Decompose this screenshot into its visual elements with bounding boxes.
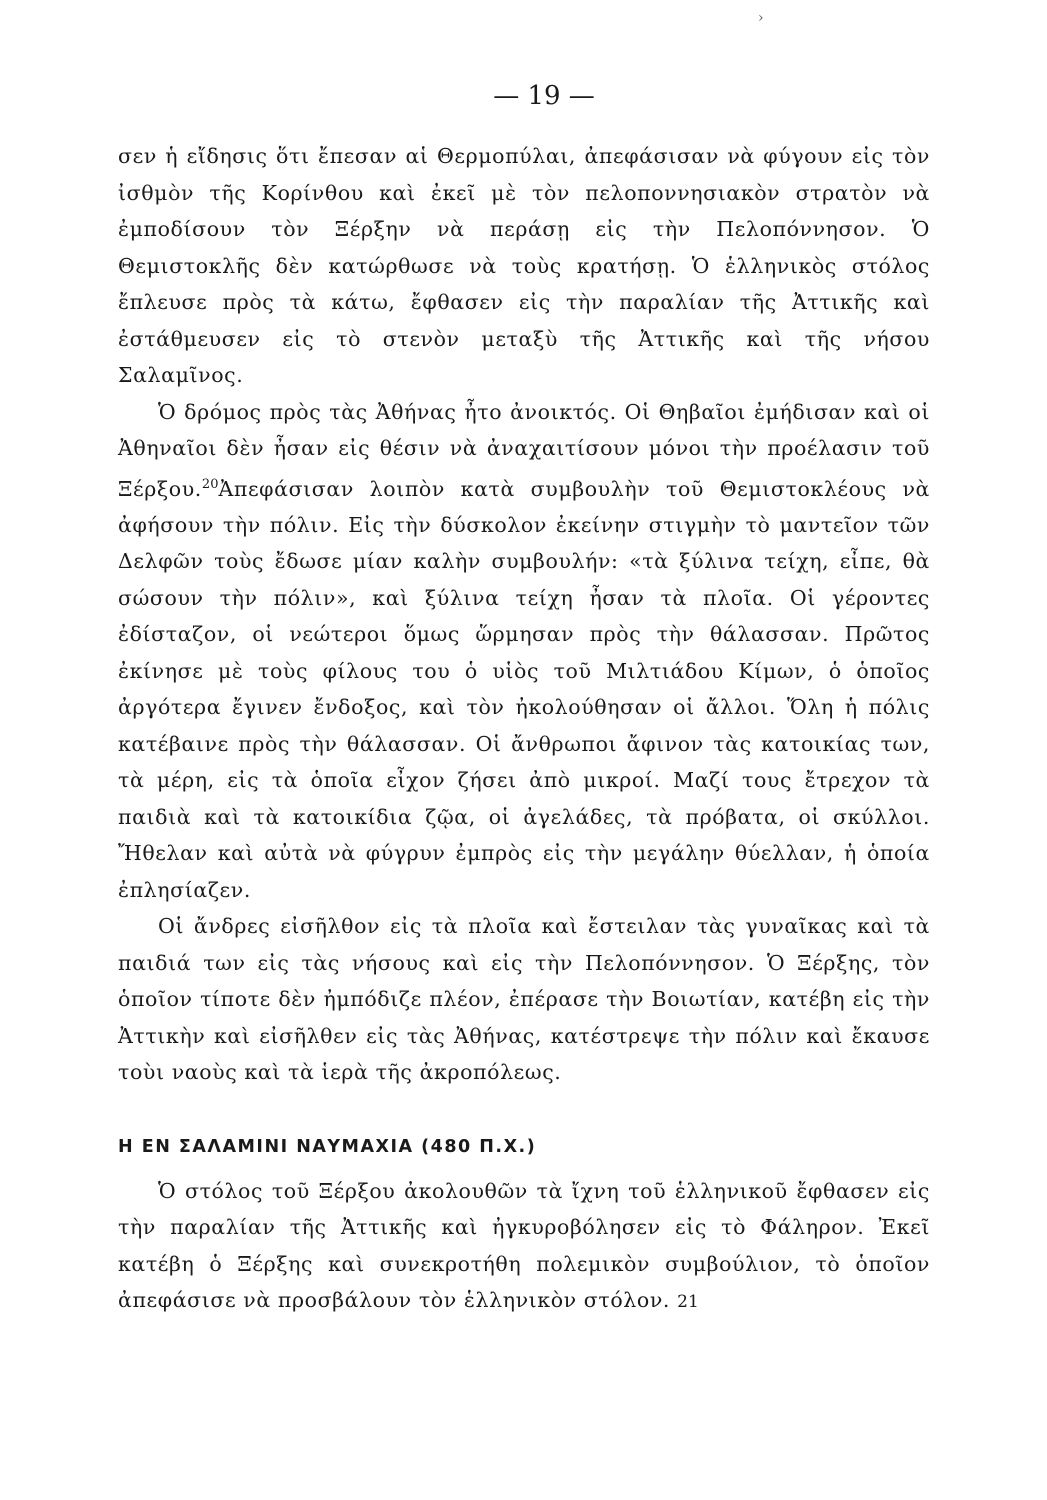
paragraph-3: Οἱ ἄνδρες εἰσῆλθον εἰς τὰ πλοῖα καὶ ἔστειλαν τὰς γυναῖκας καὶ τὰ παιδιά των εἰς τὰς νήσους καὶ εἰς τὴν Πελοπόννησον. Ὁ Ξέρξης, τὸν ὁποῖον τίποτε δὲν ἠμπόδιζε πλέον, ἐπέρασε τὴν Βοιωτίαν, κατέβη εἰς τὴν Ἀττικὴν καὶ εἰσῆλθεν εἰς τὰς Ἀθήνας, κατέστρεψε τὴν πόλιν καὶ ἔκαυσε τοὺι ναοὺς καὶ τὰ ἱερὰ τῆς ἀκροπόλεως. <box>118 914 930 1085</box>
footnote-ref-21: 21 <box>677 1292 699 1313</box>
paragraph-2-text-a: Ὁ δρόμος πρὸς τὰς Ἀθήνας ἦτο ἀνοικτός. Οἱ Θηβαῖοι ἐμήδισαν καὶ οἱ Ἀθηναῖοι δὲν ἦσαν εἰς θέσιν νὰ ἀναχαιτίσουν μόνοι τὴν προέλασιν τοῦ Ξέρξου. <box>118 399 930 501</box>
paragraph-1: σεν ἡ εἴδησις ὅτι ἔπεσαν αἱ Θερμοπύλαι, ἀπεφάσισαν νὰ φύγουν εἰς τὸν ἰσθμὸν τῆς Κορίνθου καὶ ἐκεῖ μὲ τὸν πελοποννησιακὸν στρατὸν νὰ ἐμποδίσουν τὸν Ξέρξην νὰ περάσῃ εἰς τὴν Πελοπόννησον. Ὁ Θεμιστοκλῆς δὲν κατώρθωσε νὰ τοὺς κρατήσῃ. Ὁ ἑλληνικὸς στόλος ἔπλευσε πρὸς τὰ κάτω, ἔφθασεν εἰς τὴν παραλίαν τῆς Ἀττικῆς καὶ ἐστάθμευσεν εἰς τὸ στενὸν μεταξὺ τῆς Ἀττικῆς καὶ τῆς νήσου Σαλαμῖνος. <box>118 144 930 387</box>
page <box>118 78 930 1321</box>
corner-mark: › <box>758 10 764 26</box>
paragraph-2 <box>118 394 930 909</box>
section-heading: Η ΕΝ ΣΑΛΑΜΙΝΙ ΝΑΥΜΑΧΙΑ (480 Π.Χ.) <box>118 1136 537 1157</box>
page-number: — 19 — <box>493 81 595 111</box>
paragraph-4-text: Ὁ στόλος τοῦ Ξέρξου ἀκολουθῶν τὰ ἴχνη τοῦ ἑλληνικοῦ ἔφθασεν εἰς τὴν παραλίαν τῆς Ἀττικῆς καὶ ἠγκυροβόλησεν εἰς τὸ Φάληρον. Ἐκεῖ κατέβη ὁ Ξέρξης καὶ συνεκροτήθη πολεμικὸν συμβούλιον, τὸ ὁποῖον ἀπεφάσισε νὰ προσβάλουν τὸν ἑλληνικὸν στόλον. <box>118 1178 930 1313</box>
paragraph-2-text-b: Ἀπεφάσισαν λοιπὸν κατὰ συμβουλὴν τοῦ Θεμιστοκλέους νὰ ἀφήσουν τὴν πόλιν. Εἰς τὴν δύσκολον ἐκείνην στιγμὴν τὸ μαντεῖον τῶν Δελφῶν τοὺς ἔδωσε μίαν καλὴν συμβουλήν: «τὰ ξύλινα τείχη, εἶπε, θὰ σώσουν τὴν πόλιν», καὶ ξύλινα τείχη ἦσαν τὰ πλοῖα. Οἱ γέροντες ἐδίσταζον, οἱ νεώτεροι ὅμως ὥρμησαν πρὸς τὴν θάλασσαν. Πρῶτος ἐκίνησε μὲ τοὺς φίλους του ὁ υἱὸς τοῦ Μιλτιάδου Κίμων, ὁ ὁποῖος ἀργότερα ἔγινεν ἔνδοξος, καὶ τὸν ἠκολούθησαν οἱ ἄλλοι. Ὅλη ἡ πόλις κατέβαινε πρὸς τὴν θάλασσαν. Οἱ ἄνθρωποι ἄφινον τὰς κατοικίας των, τὰ μέρη, εἰς τὰ ὁποῖα εἶχον ζήσει ἀπὸ μικροί. Μαζί τους ἔτρεχον τὰ παιδιὰ καὶ τὰ κατοικίδια ζῷα, οἱ ἀγελάδες, τὰ πρόβατα, οἱ σκύλλοι. Ἤθελαν καὶ αὐτὰ νὰ φύγρυν ἐμπρὸς εἰς τὴν μεγάλην θύελλαν, ἡ ὁποία ἐπλησίαζεν. <box>118 476 930 902</box>
footnote-ref-20: 20 <box>201 476 219 492</box>
paragraph-4 <box>118 1173 930 1321</box>
